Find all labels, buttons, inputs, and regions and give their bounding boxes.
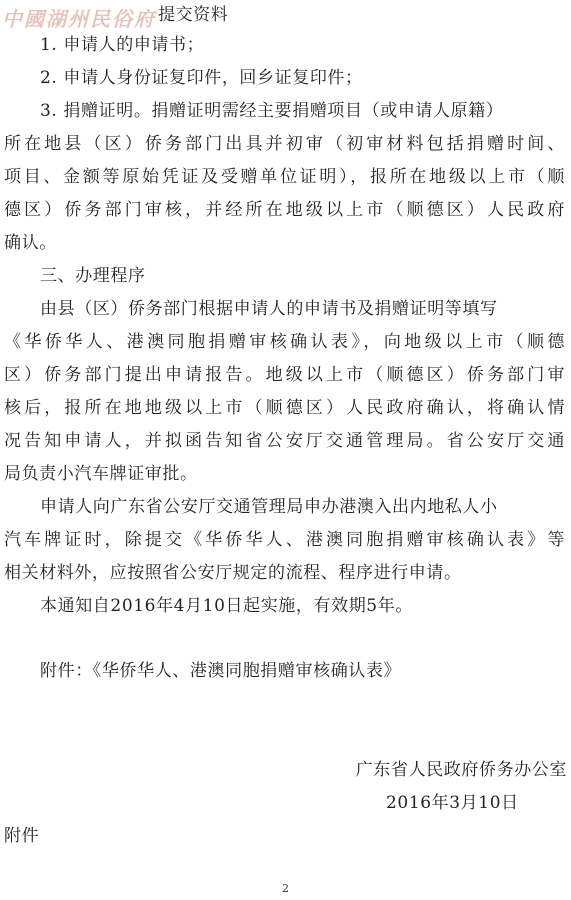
list-item-2: 2. 申请人身份证复印件，回乡证复印件； bbox=[40, 68, 363, 88]
paragraph-2-line-1: 申请人向广东省公安厅交通管理局申办港澳入出内地私人小 bbox=[40, 497, 498, 517]
list-item-3-line-3: 项目、金额等原始凭证及受赠单位证明），报所在地级以上市（顺 bbox=[4, 167, 565, 187]
paragraph-1-line-2: 《华侨华人、港澳同胞捐赠审核确认表》，向地级以上市（顺德 bbox=[4, 332, 565, 352]
page-number: 2 bbox=[282, 882, 289, 895]
attachment-label: 附件 bbox=[4, 826, 40, 846]
section-heading-2: 提交资料 bbox=[158, 5, 229, 25]
list-item-3-line-5: 确认。 bbox=[4, 233, 57, 253]
paragraph-1-line-5: 况告知申请人，并拟函告知省公安厅交通管理局。省公安厅交通 bbox=[4, 431, 565, 451]
issue-date: 2016年3月10日 bbox=[386, 793, 519, 813]
section-heading-3: 三、办理程序 bbox=[40, 266, 146, 286]
paragraph-2-line-3: 相关材料外，应按照省公安厅规定的流程、程序进行申请。 bbox=[4, 563, 462, 583]
paragraph-1-line-6: 局负责小汽车牌证审批。 bbox=[4, 464, 198, 484]
list-item-3-line-2: 所在地县（区）侨务部门出具并初审（初审材料包括捐赠时间、 bbox=[4, 134, 565, 154]
list-item-3-line-4: 德区）侨务部门审核，并经所在地级以上市（顺德区）人民政府 bbox=[4, 200, 565, 220]
list-item-3: 3. 捐赠证明。捐赠证明需经主要捐赠项目（或申请人原籍） bbox=[40, 101, 504, 121]
watermark-logo: 中國湖州民俗府 bbox=[2, 7, 156, 31]
list-item-1: 1. 申请人的申请书； bbox=[40, 35, 205, 55]
effective-date-paragraph: 本通知自2016年4月10日起实施，有效期5年。 bbox=[40, 596, 413, 616]
paragraph-1-line-1: 由县（区）侨务部门根据申请人的申请书及捐赠证明等填写 bbox=[40, 299, 498, 319]
paragraph-2-line-2: 汽车牌证时，除提交《华侨华人、港澳同胞捐赠审核确认表》等 bbox=[4, 530, 565, 550]
attachment-reference: 附件：《华侨华人、港澳同胞捐赠审核确认表》 bbox=[40, 661, 402, 681]
paragraph-1-line-4: 核后，报所在地地级以上市（顺德区）人民政府确认，将确认情 bbox=[4, 398, 565, 418]
paragraph-1-line-3: 区）侨务部门提出申请报告。地级以上市（顺德区）侨务部门审 bbox=[4, 365, 565, 385]
issuing-organization: 广东省人民政府侨务办公室 bbox=[355, 760, 567, 780]
